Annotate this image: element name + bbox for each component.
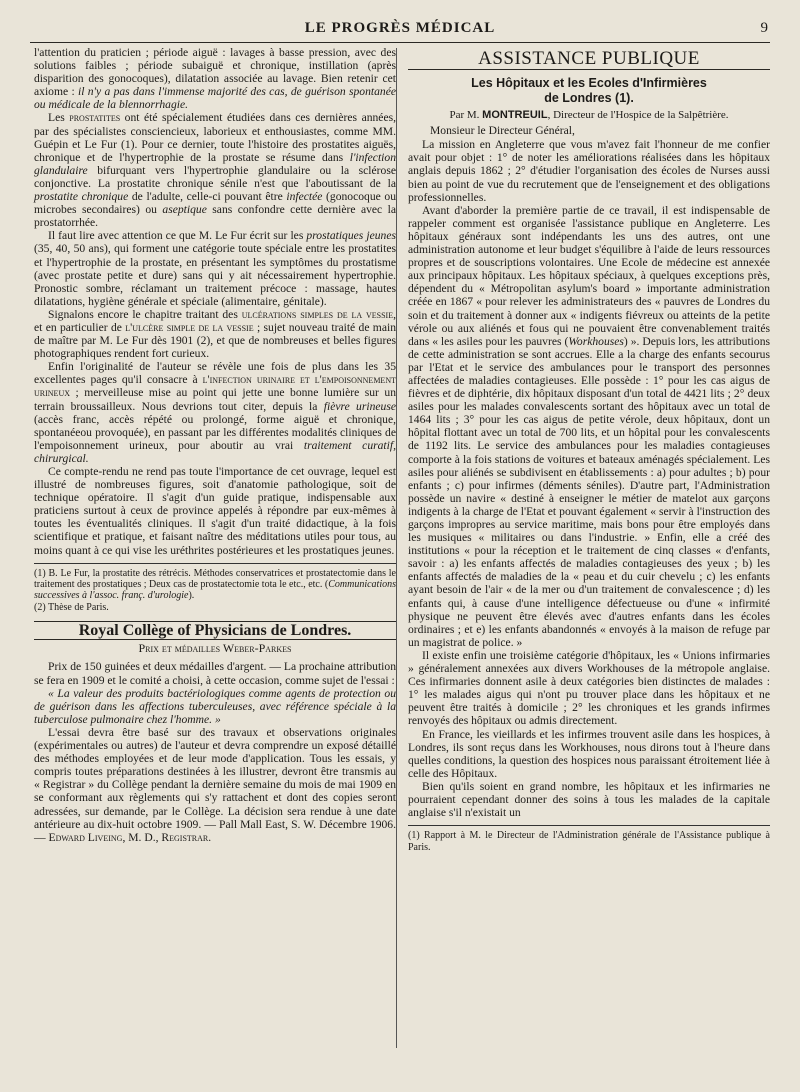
paragraph-france: En France, les vieillards et les infirmes trouvent asile dans les hospices, à Londres, ils sont reçus dans les Workhouses, nous dirons tout à l'heure dans quelles conditions, la question des hospices nous paraissant étroitement liée à celle des Hôpitaux. bbox=[408, 727, 770, 780]
footnote-2: (2) Thèse de Paris. bbox=[34, 601, 109, 613]
left-column bbox=[34, 46, 396, 844]
footnote-rule-right bbox=[408, 825, 770, 826]
column-divider bbox=[396, 48, 397, 1048]
salutation: Monsieur le Directeur Général, bbox=[430, 124, 575, 138]
paragraph-mission: La mission en Angleterre que vous m'avez fait l'honneur de me confier avait pour objet : 1° de noter les améliorations réalisées dans les hôpitaux anglais depuis 1862 ; 2° d'étudier l'organisation des écoles de Nurses aussi bien au point de vue du recrutement que de l'enseignement et des obligations professionnelles. bbox=[408, 138, 770, 204]
paragraph-infection-urinaire: Enfin l'originalité de l'auteur se révèle une fois de plus dans les 35 excellentes pages qu'il consacre à l'infection urinaire et l'empoisonnement urineux ; merveilleuse mise au point qui jette une bonne lumière sur un terrain broussailleux. Nous devrions tout citer, depuis la fièvre urineuse (accès franc, accès répété ou prolongé, forme aiguë et chronique, spontanéeou provoquée), en passant par les différentes modalités cliniques de l'empoisonnement urineux, pour aboutir au vrai traitement curatif, chirurgical. bbox=[34, 360, 396, 465]
paragraph-prostatiques-jeunes: Il faut lire avec attention ce que M. Le Fur écrit sur les prostatiques jeunes (35, 40, 50 ans), qui forment une catégorie toute spéciale entre les prostatites et l'hypertrophie de la prostate, en présentant les symptômes du prostatisme (avec prostate petite et dure) sans qui y ait nécessairement hypertrophie. Pronostic sombre, réclamant un traitement précoce : massage, hautes dilatations, hygiène générale et spéciale (alimentaire, génitale). bbox=[34, 229, 396, 308]
right-column bbox=[408, 46, 770, 853]
article-title-line-1: Les Hôpitaux et les Ecoles d'Infirmières bbox=[471, 76, 707, 91]
running-header bbox=[30, 18, 770, 43]
paragraph-unions-infirmaries: Il existe enfin une troisième catégorie d'hôpitaux, les « Unions infirmaries » généralement annexées aux divers Workhouses de la métropole anglaise. Ces infirmaries donnent asile à deux catégories bien distinctes de malades : 1° les malades aigus qui n'ont pu trouver place dans les hôpitaux et ne peuvent être traités à domicile ; 2° les chroniques et les grands infirmes renvoyés des hôpitaux ou admis directement. bbox=[408, 648, 770, 728]
section-title-royal-college: Royal Collège of Physicians de Londres. bbox=[34, 621, 396, 640]
paragraph-blennorrhagie: l'attention du praticien ; période aiguë : lavages à basse pression, avec des solutions faibles ; période subaiguë et chronique, instillation (après disparition des gonocoques), dilatation associée au lavage. Bien retenir cet axiome : il n'y a pas dans l'immense majorité des cas, de guérison spontanée ou médicale de la blennorrhagie. bbox=[34, 46, 396, 112]
footnote-1: (1) B. Le Fur, la prostatite des rétrécis. Méthodes conservatrices et prostatectomie dans le traitement des prostatiques ; Deux cas de prostatectomie tota le etc., etc. (Communications successives à l'assoc. franç. d'urologie). bbox=[34, 567, 396, 602]
page-number: 9 bbox=[760, 20, 768, 36]
paragraph-sujet-essai: « La valeur des produits bactériologiques comme agents de protection ou de guérison dans les affections tuberculeuses, avec référence spéciale à la tuberculose pulmonaire chez l'homme. » bbox=[34, 686, 396, 726]
paragraph-conditions-essai: L'essai devra être basé sur des travaux et observations originales (expérimentales ou autres) de l'auteur et devra comprendre un exposé détaillé des méthodes employées et de leur mode d'application. Tous les essais, y compris toutes préparations destinées à les illustrer, devront être transmis au « Registrar » du Collège pendant la dernière semaine du mois de mai 1909 en se conformant aux règlements qui s'y rattachent et dont des copies seront adressées, sur demande, par le Collège. La décision sera rendue à une date antérieure au dix-huit octobre 1909. — Pall Mall East, S. W. Décembre 1906. — Edward Liveing, M. D., Registrar. bbox=[34, 725, 396, 844]
paragraph-prix: Prix de 150 guinées et deux médailles d'argent. — La prochaine attribution se fera en 1909 et le comité a choisi, à cette occasion, comme sujet de l'essai : bbox=[34, 660, 396, 687]
paragraph-compte-rendu: Ce compte-rendu ne rend pas toute l'importance de cet ouvrage, lequel est illustré de nombreuses figures, soit d'anatomie pathologique, soit de technique opératoire. Il s'agit d'un guide pratique, indispensable aux praticiens surtout à ceux de province appelés à répondre par eux-mêmes à toutes les éventualités cliniques. Il s'agit d'un traité didactique, à la fois scientifique et pratique, et faisant naître des méditations utiles pour tous, au moins quant à ce qui vise les uréthrites postérieures et les prostatiques jeunes. bbox=[34, 465, 396, 557]
footnote-rapport: (1) Rapport à M. le Directeur de l'Administration générale de l'Assistance publique à Paris. bbox=[408, 830, 770, 853]
paragraph-organisation: Avant d'aborder la première partie de ce travail, il est indispensable de rappeler comment est organisée l'assistance publique en Angleterre. Les hôpitaux généraux sont indépendants les uns des autres, ont une administration autonome et leur budget s'équilibre à l'aide de leurs ressources propres et de souscriptions volontaires. Une Ecole de médecine est annexée aux principaux hôpitaux. Les hôpitaux spéciaux, à quelques exceptions près, dépendent du « Métropolitan asylum's board » importante administration créée en 1867 « pour relever les administrateurs des « pauvres de Londres du soin et du traitement à donner aux « indigents fiévreux ou atteints de la petite vérole ou aux aliénés et fous qui ne pouvaient être convenablement traités dans « les asiles pour les pauvres (Workhouses) ». Depuis lors, les attributions de cette administration se sont accrues. Elle a la charge des enfants secourus par l'Etat et le service des ambulances pour le transport des personnes affectées de maladies contagieuses. Elle possède : 1° pour les cas aigus de fièvres et de diphtérie, dix hôpitaux disposant d'un total de 4421 lits ; 2° deux asiles pour les malades convalescents sortant des hôpitaux avec un total de 1464 lits ; 3° pour les cas aigus de petite vérole, deux hôpitaux, dont un hôpital flottant avec un total de 700 lits, et un hôpital pour les convalescents de 1192 lits. Le service des ambulances pour les maladies contagieuses comporte à la fois stations de voitures et bateaux aménagés spécialement. Les asiles pour aliénés se subdivisent en établissements : a) pour adultes ; b) pour enfants ; c) pour infirmes (déments séniles). D'autre part, l'Administration possède un navire « destiné à enseigner le métier de matelot aux garçons indigents à la charge de l'Etat et pouvant également « servir à l'instruction des garçons impropres au service maritime, mais bons pour être employés dans les musiques « militaires ou dans l'industrie. » Enfin, elle a créé des institutions « pour la réception et le traitement de cinq classes « d'enfants, savoir : a) les enfants affectés de maladies contagieuses des yeux ; b) les enfants affectés de maladies de la « peau et du cuir chevelu ; c) les enfants ayant besoin de l'air « de la mer ou d'un traitement de convalescence ; d) les enfants qui, à cause d'une intelligence défectueuse ou d'une « infirmité physique ne peuvent être élevés avec d'autres enfants dans les écoles ordinaires ; et e) les enfants abandonnés « envoyés à la maison de refuge par un magistrat de police. » bbox=[408, 203, 770, 649]
paragraph-hopitaux: Bien qu'ils soient en grand nombre, les hôpitaux et les infirmaries ne pourraient cependant donner des soins à tous les malades de la capitale anglaise s'il n'existait un bbox=[408, 779, 770, 820]
section-subtitle-prix: Prix et médailles Weber-Parkes bbox=[138, 641, 292, 656]
article-title bbox=[408, 76, 770, 106]
paragraph-ulcerations: Signalons encore le chapitre traitant des ulcérations simples de la vessie, et en particulier de l'ulcère simple de la vessie ; sujet nouveau traité de main de maître par M. Le Fur dès 1901 (2), et que de nombreuses et belles figures photographiques rendent fort curieux. bbox=[34, 307, 396, 361]
journal-title: LE PROGRÈS MÉDICAL bbox=[304, 20, 496, 36]
footnote-rule bbox=[34, 563, 396, 564]
author-line: Par M. MONTREUIL, Directeur de l'Hospice de la Salpêtrière. bbox=[449, 109, 729, 122]
paragraph-prostatites: Les prostatites ont été spécialement étudiées dans ces dernières années, par des spécialistes consciencieux, laborieux et enthousiastes, comme MM. Guépin et Le Fur (1). Pour ce dernier, toute l'histoire des prostatites aiguës, chronique et de l'hypertrophie de la prostate se résume dans l'infection glandulaire bifurquant vers l'hypertrophie glandulaire ou la sclérose conjonctive. La prostatite chronique sénile n'est que l'aboutissant de la prostatite chronique de l'adulte, celle-ci pouvant être infectée (gonocoque ou microbes secondaires) ou aseptique sans confondre cette dernière avec la prostatorrhée. bbox=[34, 111, 397, 230]
section-title-assistance-publique: ASSISTANCE PUBLIQUE bbox=[408, 52, 770, 70]
article-title-line-2: de Londres (1). bbox=[544, 91, 634, 106]
